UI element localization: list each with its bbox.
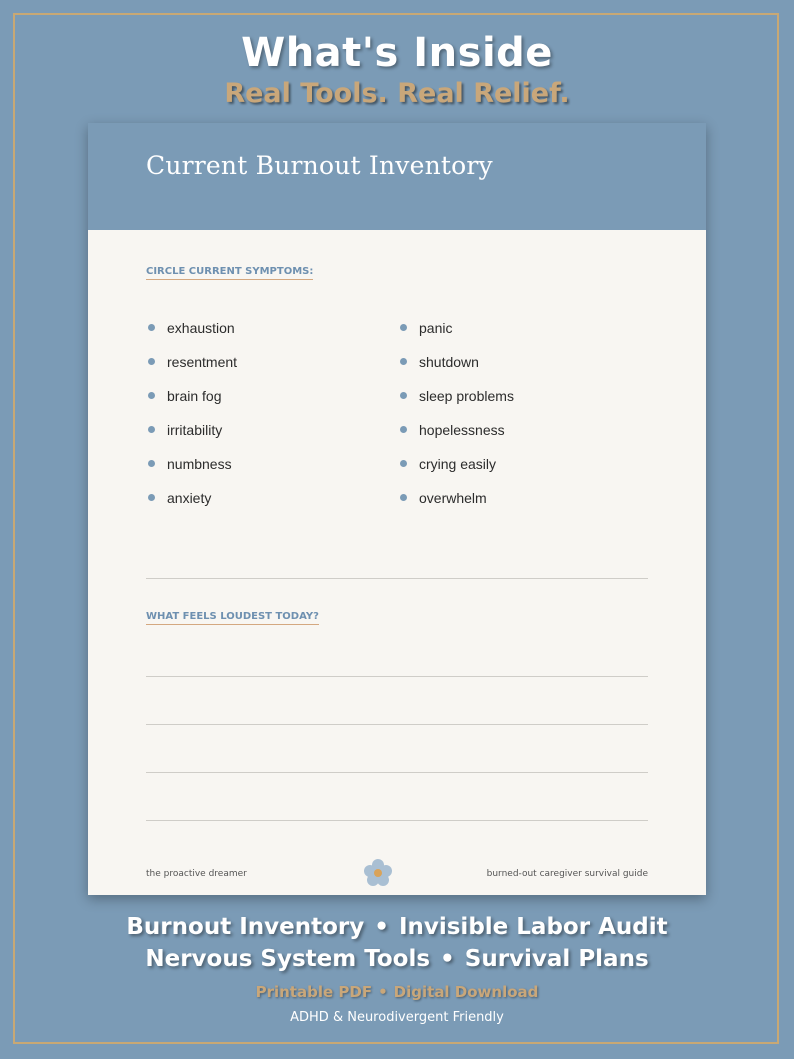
bullet-icon <box>148 324 155 331</box>
hero-subtitle: Real Tools. Real Relief. <box>224 78 570 109</box>
separator-dot: • <box>378 983 388 1001</box>
bullet-icon <box>148 426 155 433</box>
symptom-label: anxiety <box>167 490 212 506</box>
loudest-section-label: WHAT FEELS LOUDEST TODAY? <box>146 611 319 625</box>
symptom-label: exhaustion <box>167 320 235 336</box>
feature-burnout-inventory: Burnout Inventory <box>126 914 365 940</box>
bullet-icon <box>400 324 407 331</box>
symptom-label: hopelessness <box>419 422 505 438</box>
bullet-icon <box>400 460 407 467</box>
format-printable-pdf: Printable PDF <box>255 983 373 1001</box>
feature-line-2 <box>0 946 794 972</box>
separator-dot: • <box>374 914 389 940</box>
symptom-label: shutdown <box>419 354 479 370</box>
bullet-icon <box>400 426 407 433</box>
symptom-label: sleep problems <box>419 388 514 404</box>
bullet-icon <box>400 392 407 399</box>
footer-guide-title: burned-out caregiver survival guide <box>486 869 648 879</box>
worksheet-header <box>88 123 706 230</box>
symptom-label: overwhelm <box>419 490 487 506</box>
feature-line-1 <box>0 914 794 940</box>
flower-icon <box>362 857 394 889</box>
symptom-label: brain fog <box>167 388 222 404</box>
footer-brand: the proactive dreamer <box>146 869 247 879</box>
separator-dot: • <box>440 946 455 972</box>
worksheet-title: Current Burnout Inventory <box>146 151 493 180</box>
writing-line <box>146 724 648 725</box>
worksheet-preview <box>88 123 706 895</box>
symptom-label: numbness <box>167 456 232 472</box>
bullet-icon <box>148 392 155 399</box>
neurodivergent-friendly-tagline: ADHD & Neurodivergent Friendly <box>290 1010 504 1025</box>
format-line <box>0 983 794 1001</box>
feature-survival-plans: Survival Plans <box>464 946 649 972</box>
bullet-icon <box>148 358 155 365</box>
symptom-label: crying easily <box>419 456 497 472</box>
hero-title: What's Inside <box>241 30 553 76</box>
bullet-icon <box>400 494 407 501</box>
symptoms-section-label: CIRCLE CURRENT SYMPTOMS: <box>146 266 313 280</box>
symptom-label: panic <box>419 320 453 336</box>
bullet-icon <box>400 358 407 365</box>
feature-invisible-labor-audit: Invisible Labor Audit <box>398 914 668 940</box>
bullet-icon <box>148 460 155 467</box>
writing-line <box>146 676 648 677</box>
writing-line <box>146 578 648 579</box>
writing-line <box>146 772 648 773</box>
writing-line <box>146 820 648 821</box>
symptom-label: resentment <box>167 354 238 370</box>
symptom-label: irritability <box>167 422 223 438</box>
format-digital-download: Digital Download <box>393 983 539 1001</box>
feature-nervous-system-tools: Nervous System Tools <box>145 946 431 972</box>
bullet-icon <box>148 494 155 501</box>
